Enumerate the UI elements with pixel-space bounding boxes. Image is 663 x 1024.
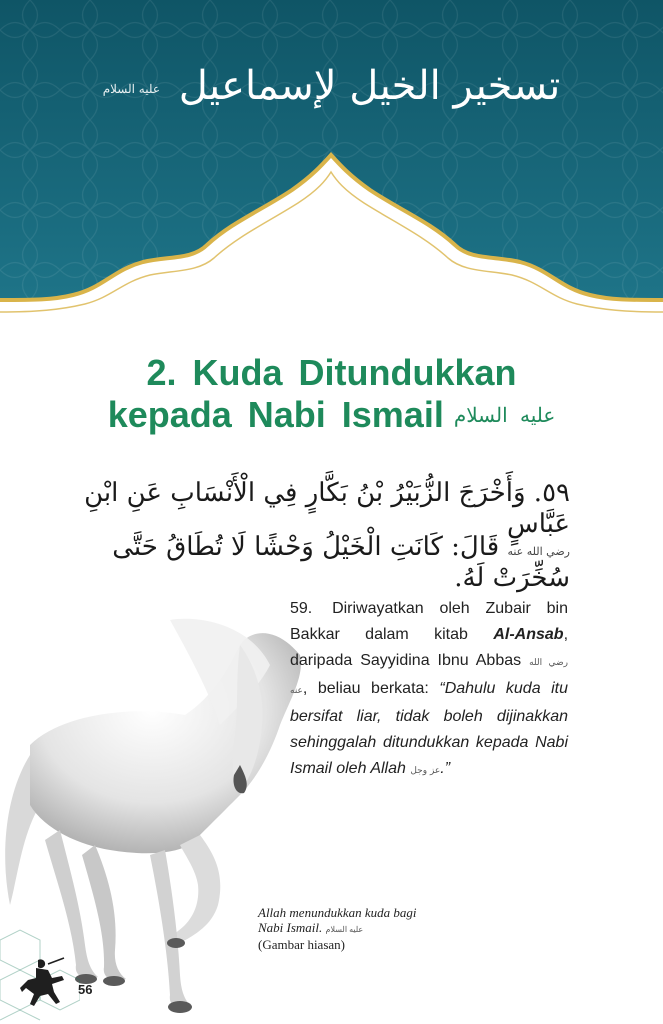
header-banner <box>0 0 663 320</box>
page-number: 56 <box>78 982 93 997</box>
banner-arabic-title <box>0 62 663 110</box>
chapter-title-line1: 2. Kuda Ditundukkan <box>146 352 517 393</box>
narrative-quote: “Dahulu kuda itu bersifat liar, tidak boleh dijinakkan sehinggalah ditundukkan kepada Nabi Ismail oleh Allah <box>290 680 568 777</box>
banner-arch-graphic <box>0 0 663 320</box>
banner-honorific: عليه السلام <box>102 81 160 96</box>
hadith-arabic-line2-wrap <box>70 532 570 594</box>
narrative-number: 59. <box>290 600 313 617</box>
narrative-honorific2: عز وجل <box>410 766 441 776</box>
narrative-part2: , daripada Sayyidina Ibnu Abbas <box>290 626 569 669</box>
horse-rider-silhouette-icon <box>18 956 66 1012</box>
narrative-source: Al-Ansab <box>493 626 564 643</box>
image-caption <box>258 905 428 952</box>
hadith-line2-honorific: رضي الله عنه <box>507 545 570 558</box>
hadith-arabic-line2: قَالَ: كَانَتِ الْخَيْلُ وَحْشًا لَا تُطَاقُ حَتَّى سُخِّرَتْ لَهُ. <box>112 532 570 594</box>
hadith-arabic-line1: ٥٩. وَأَخْرَجَ الزُّبَيْرُ بْنُ بَكَّارٍ فِي الْأَنْسَابِ عَنِ ابْنِ عَبَّاسٍ <box>84 478 570 540</box>
narrative-honorific1: رضي الله عنه <box>290 658 568 696</box>
chapter-title-line2-wrap <box>108 394 556 436</box>
narrative-part3: , beliau berkata: <box>302 680 429 697</box>
chapter-honorific: عليه السلام <box>453 403 556 427</box>
caption-line1: Allah menundukkan kuda bagi Nabi Ismail. <box>258 905 417 935</box>
narrative-quote-end: .” <box>440 760 451 777</box>
caption-honorific: عليه السلام <box>325 925 364 934</box>
banner-title-text: تسخير الخيل لإسماعيل <box>178 63 561 109</box>
narrative-part1: Diriwayatkan oleh Zubair bin Bakkar dalam kitab <box>290 600 569 643</box>
narrative-text <box>290 596 568 784</box>
caption-line2: (Gambar hiasan) <box>258 937 345 952</box>
chapter-title-line2: kepada Nabi Ismail <box>107 394 444 435</box>
chapter-title <box>0 352 663 436</box>
